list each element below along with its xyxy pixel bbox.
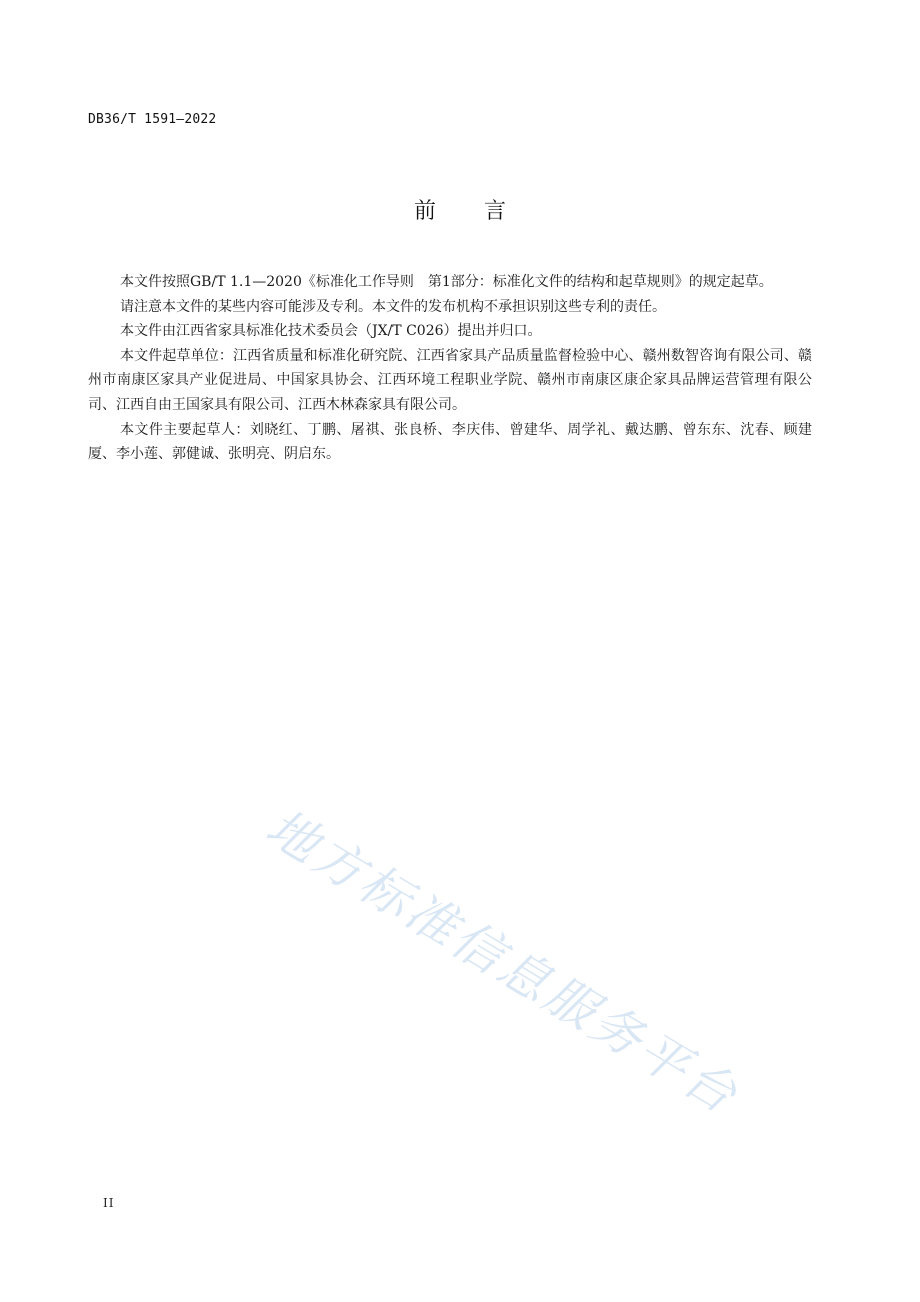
paragraph-patent-notice: 请注意本文件的某些内容可能涉及专利。本文件的发布机构不承担识别这些专利的责任。 (120, 298, 666, 315)
foreword-body (88, 270, 812, 467)
paragraph-proposer: 本文件由江西省家具标准化技术委员会（JX/T C026）提出并归口。 (120, 323, 542, 340)
watermark-text: 地方标准信息服务平台 (256, 797, 750, 1126)
section-title: 前言 (413, 199, 554, 224)
page-number: II (103, 1196, 115, 1210)
paragraph-drafting-units: 本文件起草单位：江西省质量和标准化研究院、江西省家具产品质量监督检验中心、赣州数智咨询有限公司、赣州市南康区家具产业促进局、中国家具协会、江西环境工程职业学院、赣州市南康区康企家具品牌运营管理有限公司、江西自由王国家具有限公司、江西木林森家具有限公司。 (88, 347, 812, 413)
paragraph-drafting-rules: 本文件按照GB/T 1.1—2020《标准化工作导则 第1部分：标准化文件的结构和起草规则》的规定起草。 (120, 274, 773, 290)
document-code: DB36/T 1591—2022 (88, 112, 217, 127)
paragraph-drafters: 本文件主要起草人：刘晓红、丁鹏、屠祺、张良桥、李庆伟、曾建华、周学礼、戴达鹏、曾东东、沈春、顾建厦、李小莲、郭健诚、张明亮、阴启东。 (88, 421, 812, 463)
